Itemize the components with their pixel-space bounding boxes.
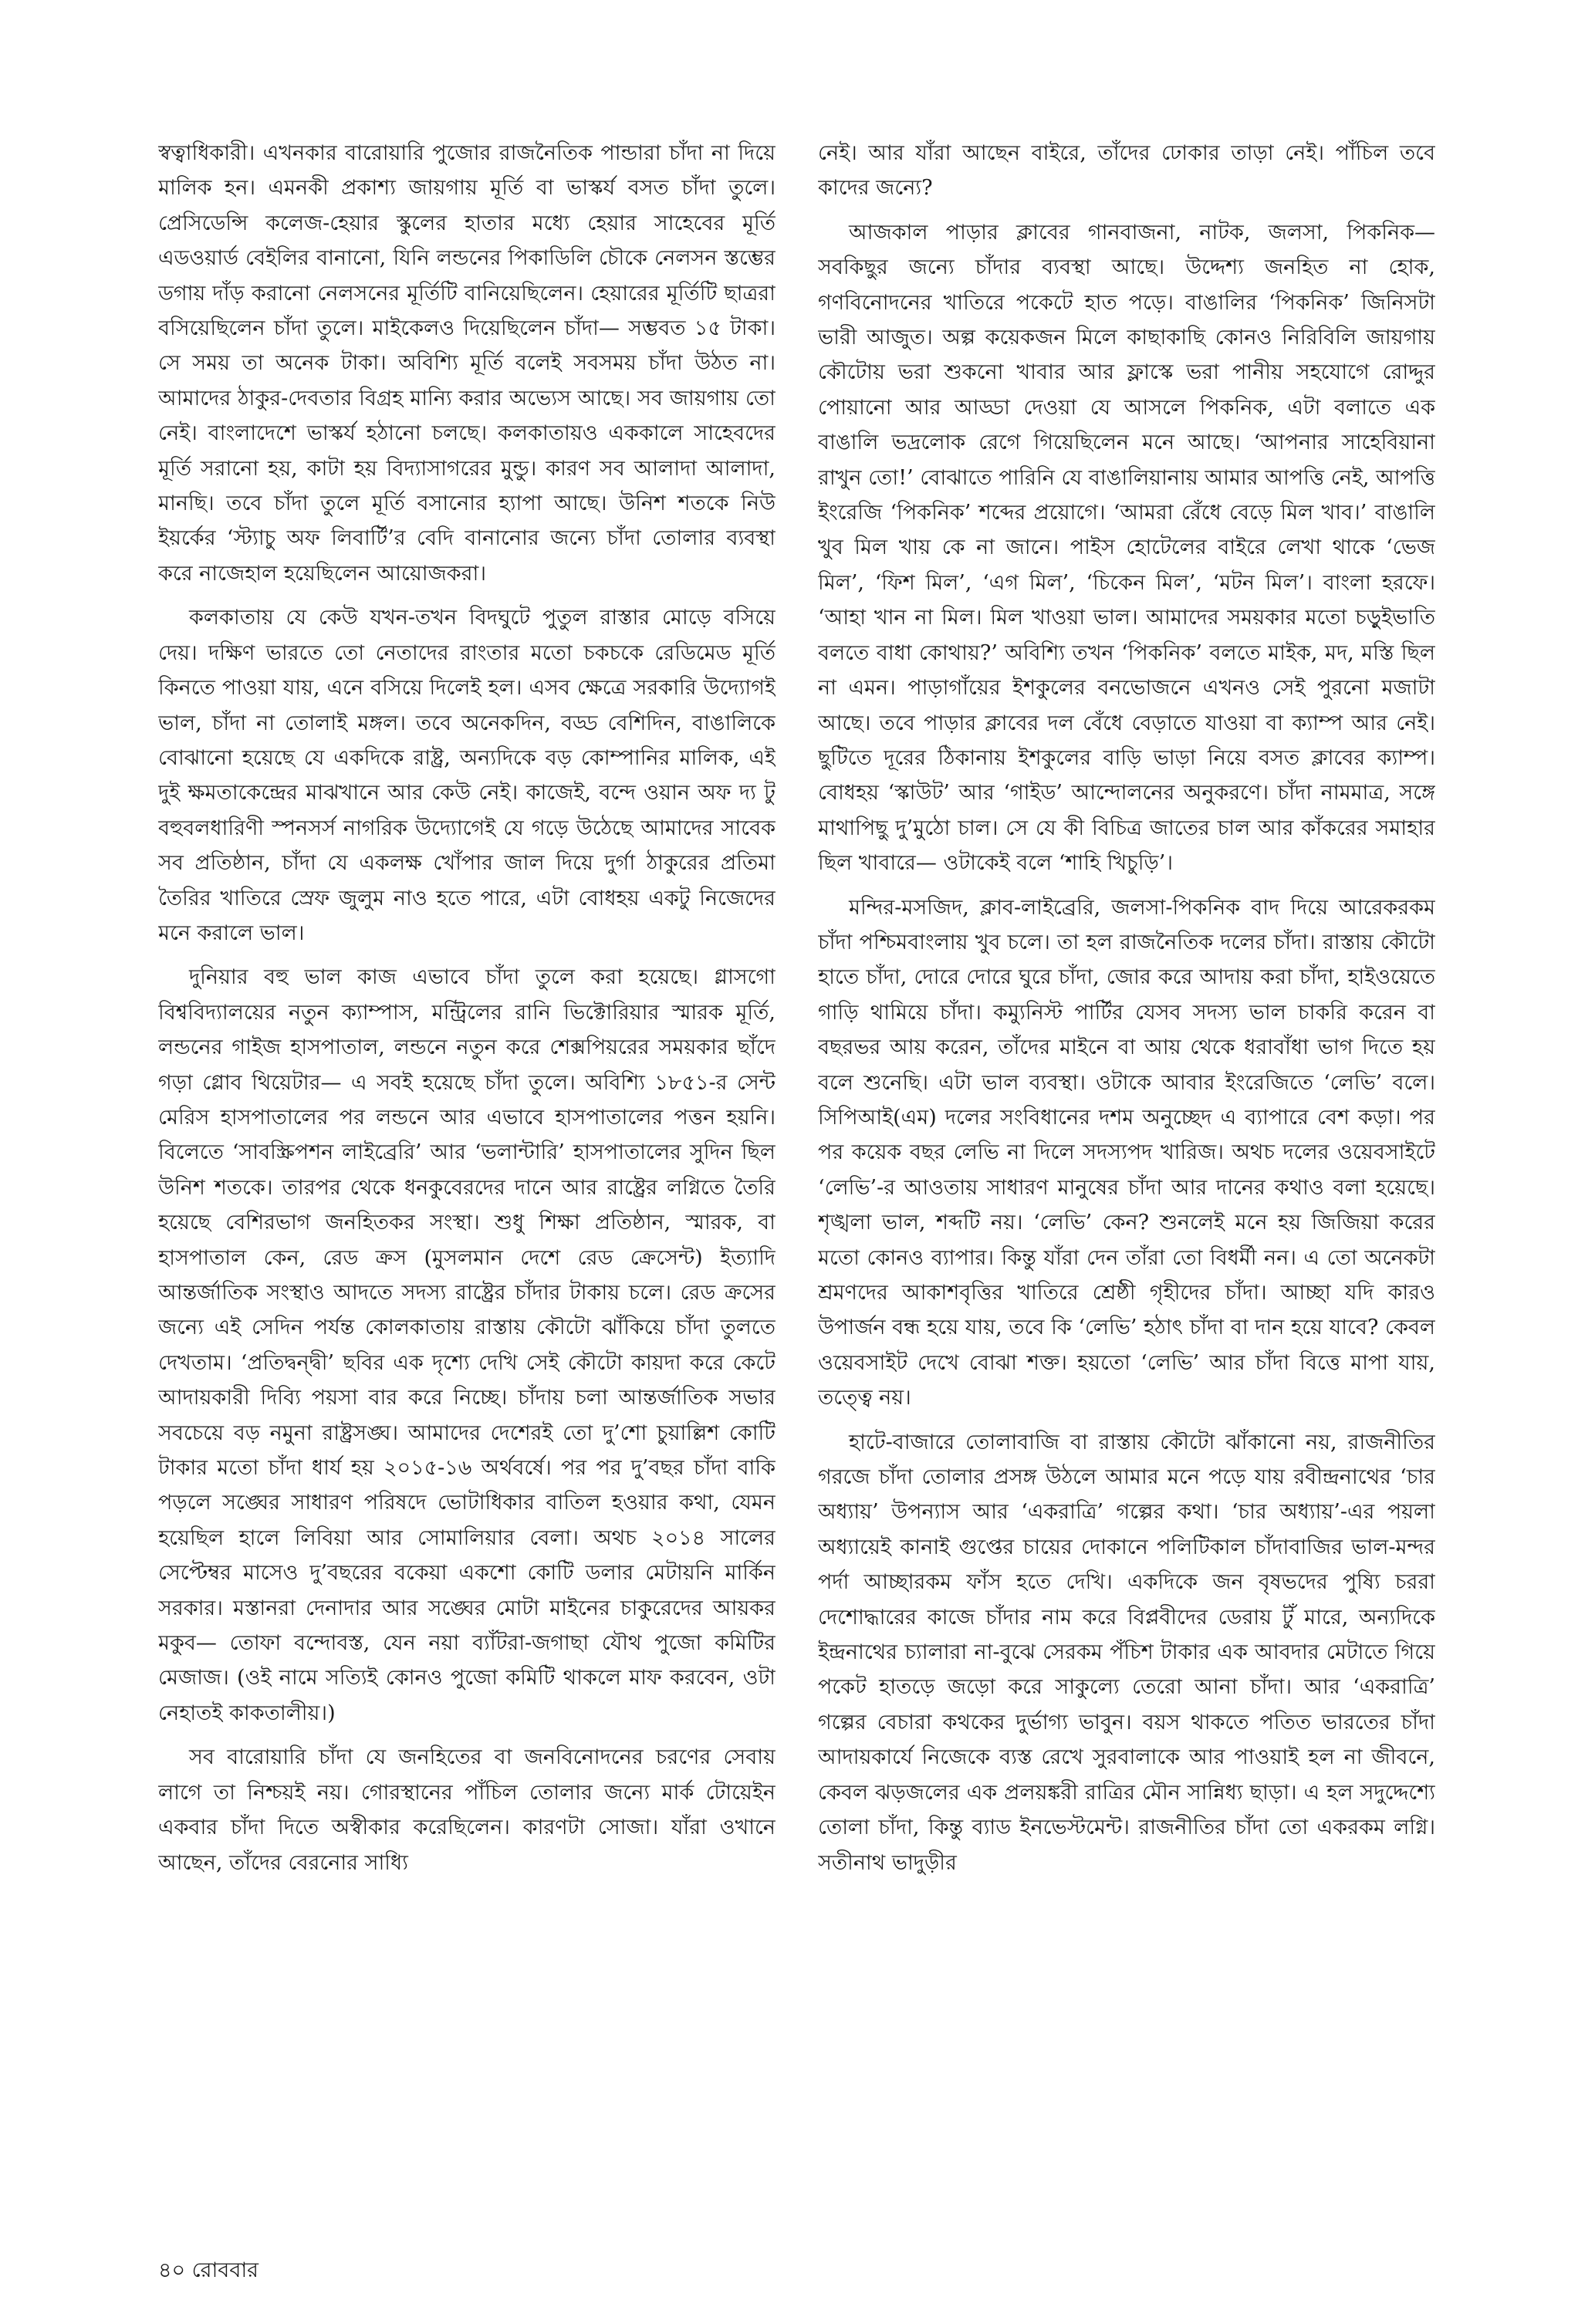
- paragraph: হাটে-বাজারে তোলাবাজি বা রাস্তায় কৌটো ঝাঁকানো নয়, রাজনীতির গরজে চাঁদা তোলার প্রসঙ্গ উঠলে আমার মনে পড়ে যায় রবীন্দ্রনাথের ‘চার অধ্যায়’ উপন্যাস আর ‘একরাত্রি’ গল্পের কথা। ‘চার অধ্যায়’-এর পয়লা অধ্যায়েই কানাই গুপ্তের চায়ের দোকানে পলিটিকাল চাঁদাবাজির ভাল-মন্দর পর্দা আচ্ছারকম ফাঁস হতে দেখি। একদিকে জন বৃষভদের পুষ্যি চররা দেশোদ্ধারের কাজে চাঁদার নাম করে বিপ্লবীদের ডেরায় টুঁ মারে, অন্যদিকে ইন্দ্রনাথের চ্যালারা না-বুঝে সেরকম পঁচিশ টাকার এক আবদার মেটাতে গিয়ে পকেট হাতড়ে জড়ো করে সাকুল্যে তেরো আনা চাঁদা। আর ‘একরাত্রি’ গল্পের বেচারা কথকের দুর্ভাগ্য ভাবুন। বয়স থাকতে পতিত ভারতের চাঁদা আদায়কার্যে নিজেকে ব্যস্ত রেখে সুরবালাকে আর পাওয়াই হল না জীবনে, কেবল ঝড়জলের এক প্রলয়ঙ্করী রাত্রির মৌন সান্নিধ্য ছাড়া। এ হল সদুদ্দেশ্যে তোলা চাঁদা, কিন্তু ব্যাড ইনভেস্টমেন্ট। রাজনীতির চাঁদা তো একরকম লগ্নি। সতীনাথ ভাদুড়ীর: [818, 1430, 1435, 1875]
- paragraph: নেই। আর যাঁরা আছেন বাইরে, তাঁদের ঢোকার তাড়া নেই। পাঁচিল তবে কাদের জন্যে?: [818, 141, 1435, 201]
- paragraph: স্বত্বাধিকারী। এখনকার বারোয়ারি পুজোর রাজনৈতিক পান্ডারা চাঁদা না দিয়ে মালিক হন। এমনকী প্রকাশ্য জায়গায় মূর্তি বা ভাস্কর্য বসত চাঁদা তুলে। প্রেসিডেন্সি কলেজ-হেয়ার স্কুলের হাতার মধ্যে হেয়ার সাহেবের মূর্তি এডওয়ার্ড বেইলির বানানো, যিনি লন্ডনের পিকাডিলি চৌকে নেলসন স্তম্ভের ডগায় দাঁড় করানো নেলসনের মূর্তিটি বানিয়েছিলেন। হেয়ারের মূর্তিটি ছাত্ররা বসিয়েছিলেন চাঁদা তুলে। মাইকেলও দিয়েছিলেন চাঁদা— সম্ভবত ১৫ টাকা। সে সময় তা অনেক টাকা। অবিশ্যি মূর্তি বলেই সবসময় চাঁদা উঠত না। আমাদের ঠাকুর-দেবতার বিগ্রহ মান্যি করার অভ্যেস আছে। সব জায়গায় তো নেই। বাংলাদেশে ভাস্কর্য হঠানো চলছে। কলকাতায়ও এককালে সাহেবদের মূর্তি সরানো হয়, কাটা হয় বিদ্যাসাগরের মুন্ডু। কারণ সব আলাদা আলাদা, মানছি। তবে চাঁদা তুলে মূর্তি বসানোর হ্যাপা আছে। উনিশ শতকে নিউ ইয়র্কের ‘স্ট্যাচু অফ লিবার্টি’র বেদি বানানোর জন্যে চাঁদা তোলার ব্যবস্থা করে নাজেহাল হয়েছিলেন আয়োজকরা।: [158, 141, 776, 586]
- paragraph: আজকাল পাড়ার ক্লাবের গানবাজনা, নাটক, জলসা, পিকনিক— সবকিছুর জন্যে চাঁদার ব্যবস্থা আছে। উদ্দেশ্য জনহিত না হোক, গণবিনোদনের খাতিরে পকেটে হাত পড়ে। বাঙালির ‘পিকনিক’ জিনিসটা ভারী আজুত। অল্প কয়েকজন মিলে কাছাকাছি কোনও নিরিবিলি জায়গায় কৌটোয় ভরা শুকনো খাবার আর ফ্লাস্কে ভরা পানীয় সহযোগে রোদ্দুর পোয়ানো আর আড্ডা দেওয়া যে আসলে পিকনিক, এটা বলাতে এক বাঙালি ভদ্রলোক রেগে গিয়েছিলেন মনে আছে। ‘আপনার সাহেবিয়ানা রাখুন তো!’ বোঝাতে পারিনি যে বাঙালিয়ানায় আমার আপত্তি নেই, আপত্তি ইংরেজি ‘পিকনিক’ শব্দের প্রয়োগে। ‘আমরা রেঁধে বেড়ে মিল খাব।’ বাঙালি খুব মিল খায় কে না জানে। পাইস হোটেলের বাইরে লেখা থাকে ‘ভেজ মিল’, ‘ফিশ মিল’, ‘এগ মিল’, ‘চিকেন মিল’, ‘মটন মিল’। বাংলা হরফে। ‘আহা খান না মিল। মিল খাওয়া ভাল। আমাদের সময়কার মতো চড়ুইভাতি বলতে বাধা কোথায়?’ অবিশ্যি তখন ‘পিকনিক’ বলতে মাইক, মদ, মস্তি ছিল না এমন। পাড়াগাঁয়ের ইশকুলের বনভোজনে এখনও সেই পুরনো মজাটা আছে। তবে পাড়ার ক্লাবের দল বেঁধে বেড়াতে যাওয়া বা ক্যাম্প আর নেই। ছুটিতে দূরের ঠিকানায় ইশকুলের বাড়ি ভাড়া নিয়ে বসত ক্লাবের ক্যাম্প। বোধহয় ‘স্কাউট’ আর ‘গাইড’ আন্দোলনের অনুকরণে। চাঁদা নামমাত্র, সঙ্গে মাথাপিছু দু’মুঠো চাল। সে যে কী বিচিত্র জাতের চাল আর কাঁকরের সমাহার ছিল খাবারে— ওটাকেই বলে ‘শাহি খিচুড়ি’।: [818, 220, 1435, 876]
- text-column-right: [818, 136, 1435, 2204]
- paragraph: দুনিয়ার বহু ভাল কাজ এভাবে চাঁদা তুলে করা হয়েছে। গ্লাসগো বিশ্ববিদ্যালয়ের নতুন ক্যাম্পাস, মন্ট্রিলের রানি ভিক্টোরিয়ার স্মারক মূর্তি, লন্ডনের গাইজ হাসপাতাল, লন্ডনে নতুন করে শেক্সপিয়রের সময়কার ছাঁদে গড়া গ্লোব থিয়েটার— এ সবই হয়েছে চাঁদা তুলে। অবিশ্যি ১৮৫১-র সেন্ট মেরিস হাসপাতালের পর লন্ডনে আর এভাবে হাসপাতালের পত্তন হয়নি। বিলেতে ‘সাবস্ক্রিপশন লাইব্রেরি’ আর ‘ভলান্টারি’ হাসপাতালের সুদিন ছিল উনিশ শতকে। তারপর থেকে ধনকুবেরদের দানে আর রাষ্ট্রের লগ্নিতে তৈরি হয়েছে বেশিরভাগ জনহিতকর সংস্থা। শুধু শিক্ষা প্রতিষ্ঠান, স্মারক, বা হাসপাতাল কেন, রেড ক্রস (মুসলমান দেশে রেড ক্রেসেন্ট) ইত্যাদি আন্তর্জাতিক সংস্থাও আদতে সদস্য রাষ্ট্রের চাঁদার টাকায় চলে। রেড ক্রসের জন্যে এই সেদিন পর্যন্ত কোলকাতায় রাস্তায় কৌটো ঝাঁকিয়ে চাঁদা তুলতে দেখতাম। ‘প্রতিদ্বন্দ্বী’ ছবির এক দৃশ্যে দেখি সেই কৌটো কায়দা করে কেটে আদায়কারী দিব্যি পয়সা বার করে নিচ্ছে। চাঁদায় চলা আন্তর্জাতিক সভার সবচেয়ে বড় নমুনা রাষ্ট্রসঙ্ঘ। আমাদের দেশেরই তো দু’শো চুয়াল্লিশ কোটি টাকার মতো চাঁদা ধার্য হয় ২০১৫-১৬ অর্থবর্ষে। পর পর দু’বছর চাঁদা বাকি পড়লে সঙ্ঘের সাধারণ পরিষদে ভোটাধিকার বাতিল হওয়ার কথা, যেমন হয়েছিল হালে লিবিয়া আর সোমালিয়ার বেলা। অথচ ২০১৪ সালের সেপ্টেম্বর মাসেও দু’বছরের বকেয়া একশো কোটি ডলার মেটায়নি মার্কিন সরকার। মস্তানরা দেনাদার আর সঙ্ঘের মোটা মাইনের চাকুরেদের আয়কর মকুব— তোফা বন্দোবস্ত, যেন নয়া ব্যাঁটরা-জগাছা যৌথ পুজো কমিটির মেজাজ। (ওই নামে সত্যিই কোনও পুজো কমিটি থাকলে মাফ করবেন, ওটা নেহাতই কাকতালীয়।): [158, 965, 776, 1725]
- paragraph: মন্দির-মসজিদ, ক্লাব-লাইব্রেরি, জলসা-পিকনিক বাদ দিয়ে আরেকরকম চাঁদা পশ্চিমবাংলায় খুব চলে। তা হল রাজনৈতিক দলের চাঁদা। রাস্তায় কৌটো হাতে চাঁদা, দোরে দোরে ঘুরে চাঁদা, জোর করে আদায় করা চাঁদা, হাইওয়েতে গাড়ি থামিয়ে চাঁদা। কম্যুনিস্ট পার্টির যেসব সদস্য ভাল চাকরি করেন বা বছরভর আয় করেন, তাঁদের মাইনে বা আয় থেকে ধরাবাঁধা ভাগ দিতে হয় বলে শুনেছি। এটা ভাল ব্যবস্থা। ওটাকে আবার ইংরেজিতে ‘লেভি’ বলে। সিপিআই(এম) দলের সংবিধানের দশম অনুচ্ছেদ এ ব্যাপারে বেশ কড়া। পর পর কয়েক বছর লেভি না দিলে সদস্যপদ খারিজ। অথচ দলের ওয়েবসাইটে ‘লেভি’-র আওতায় সাধারণ মানুষের চাঁদা আর দানের কথাও বলা হয়েছে। শৃঙ্খলা ভাল, শব্দটি নয়। ‘লেভি’ কেন? শুনলেই মনে হয় জিজিয়া করের মতো কোনও ব্যাপার। কিন্তু যাঁরা দেন তাঁরা তো বিধর্মী নন। এ তো অনেকটা শ্রমণদের আকাশবৃত্তির খাতিরে শ্রেষ্ঠী গৃহীদের চাঁদা। আচ্ছা যদি কারও উপার্জন বন্ধ হয়ে যায়, তবে কি ‘লেভি’ হঠাৎ চাঁদা বা দান হয়ে যাবে? কেবল ওয়েবসাইট দেখে বোঝা শক্ত। হয়তো ‘লেভি’ আর চাঁদা বিত্তে মাপা যায়, তত্ত্বে নয়।: [818, 895, 1435, 1410]
- paragraph: সব বারোয়ারি চাঁদা যে জনহিতের বা জনবিনোদনের চরণের সেবায় লাগে তা নিশ্চয়ই নয়। গোরস্থানের পাঁচিল তোলার জন্যে মার্ক টোয়েইন একবার চাঁদা দিতে অস্বীকার করেছিলেন। কারণটা সোজা। যাঁরা ওখানে আছেন, তাঁদের বেরনোর সাধ্যি: [158, 1745, 776, 1875]
- paragraph: কলকাতায় যে কেউ যখন-তখন বিদঘুটে পুতুল রাস্তার মোড়ে বসিয়ে দেয়। দক্ষিণ ভারতে তো নেতাদের রাংতার মতো চকচকে রেডিমেড মূর্তি কিনতে পাওয়া যায়, এনে বসিয়ে দিলেই হল। এসব ক্ষেত্রে সরকারি উদ্যোগই ভাল, চাঁদা না তোলাই মঙ্গল। তবে অনেকদিন, বড্ড বেশিদিন, বাঙালিকে বোঝানো হয়েছে যে একদিকে রাষ্ট্র, অন্যদিকে বড় কোম্পানির মালিক, এই দুই ক্ষমতাকেন্দ্রের মাঝখানে আর কেউ নেই। কাজেই, বন্দে ওয়ান অফ দ্য টু বহুবলধারিণী স্পনসর্স নাগরিক উদ্যোগেই যে গড়ে উঠেছে আমাদের সাবেক সব প্রতিষ্ঠান, চাঁদা যে একলক্ষ খোঁপার জাল দিয়ে দুর্গা ঠাকুরের প্রতিমা তৈরির খাতিরে স্রেফ জুলুম নাও হতে পারে, এটা বোধহয় একটু নিজেদের মনে করালে ভাল।: [158, 606, 776, 945]
- text-column-left: [158, 136, 776, 2204]
- page-folio: ৪০ রোববার: [158, 2258, 259, 2282]
